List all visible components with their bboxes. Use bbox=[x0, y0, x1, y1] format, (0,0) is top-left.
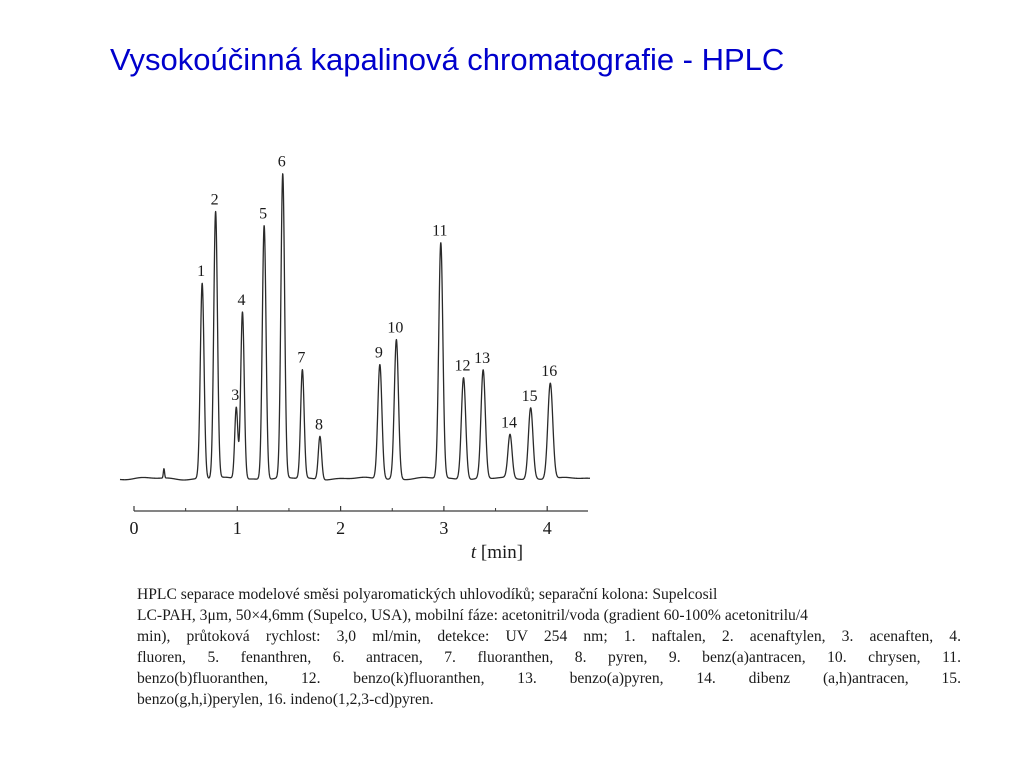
peak-label-4: 4 bbox=[237, 291, 246, 309]
peak-label-13: 13 bbox=[474, 349, 491, 367]
tick-labels bbox=[130, 518, 552, 538]
x-tick-label-2: 2 bbox=[336, 518, 346, 538]
peak-label-11: 11 bbox=[432, 222, 448, 240]
caption-line-5: benzo(b)fluoranthen, 12. benzo(k)fluoranthen, 13. benzo(a)pyren, 14. dibenz (a,h)antracen, 15. bbox=[137, 670, 961, 687]
peak-label-7: 7 bbox=[297, 349, 306, 367]
peak-label-16: 16 bbox=[541, 363, 558, 381]
peak-label-8: 8 bbox=[314, 416, 323, 434]
caption-line-3: min), průtoková rychlost: 3,0 ml/min, detekce: UV 254 nm; 1. naftalen, 2. acenaftylen, 3. acenaften, 4. bbox=[137, 628, 961, 645]
x-axis-title-italic: t bbox=[470, 542, 477, 563]
x-axis-title-unit: [min] bbox=[476, 542, 524, 563]
x-tick-label-4: 4 bbox=[542, 518, 552, 538]
chart-axes bbox=[134, 506, 588, 511]
peak-label-12: 12 bbox=[454, 357, 471, 375]
peak-label-5: 5 bbox=[259, 205, 268, 223]
figure-caption bbox=[137, 584, 961, 710]
peak-label-9: 9 bbox=[374, 344, 383, 362]
peak-label-2: 2 bbox=[210, 191, 219, 209]
peak-label-1: 1 bbox=[197, 263, 206, 281]
peak-labels bbox=[197, 154, 557, 434]
x-tick-label-0: 0 bbox=[129, 518, 139, 538]
caption-line-2: LC-PAH, 3μm, 50×4,6mm (Supelco, USA), mobilní fáze: acetonitril/voda (gradient 60-100% acetonitrilu/4 bbox=[137, 607, 808, 624]
peak-label-3: 3 bbox=[231, 387, 240, 405]
chromatogram-trace-group bbox=[120, 174, 590, 480]
x-tick-label-3: 3 bbox=[439, 518, 449, 538]
peak-label-14: 14 bbox=[501, 414, 518, 432]
peak-label-6: 6 bbox=[277, 153, 286, 171]
caption-line-6: benzo(g,h,i)perylen, 16. indeno(1,2,3-cd)pyren. bbox=[137, 691, 434, 708]
caption-line-4: fluoren, 5. fenanthren, 6. antracen, 7. fluoranthen, 8. pyren, 9. benz(a)antracen, 10. chrysen, 11. bbox=[137, 649, 961, 666]
peak-label-10: 10 bbox=[387, 319, 404, 337]
x-tick-label-1: 1 bbox=[232, 518, 242, 538]
x-axis-title bbox=[471, 542, 523, 563]
peak-label-15: 15 bbox=[521, 387, 538, 405]
slide-title: Vysokoúčinná kapalinová chromatografie - HPLC bbox=[110, 42, 785, 77]
caption-line-1: HPLC separace modelové směsi polyaromatických uhlovodíků; separační kolona: Supelcosil bbox=[137, 586, 718, 603]
chromatogram-trace bbox=[120, 174, 590, 480]
